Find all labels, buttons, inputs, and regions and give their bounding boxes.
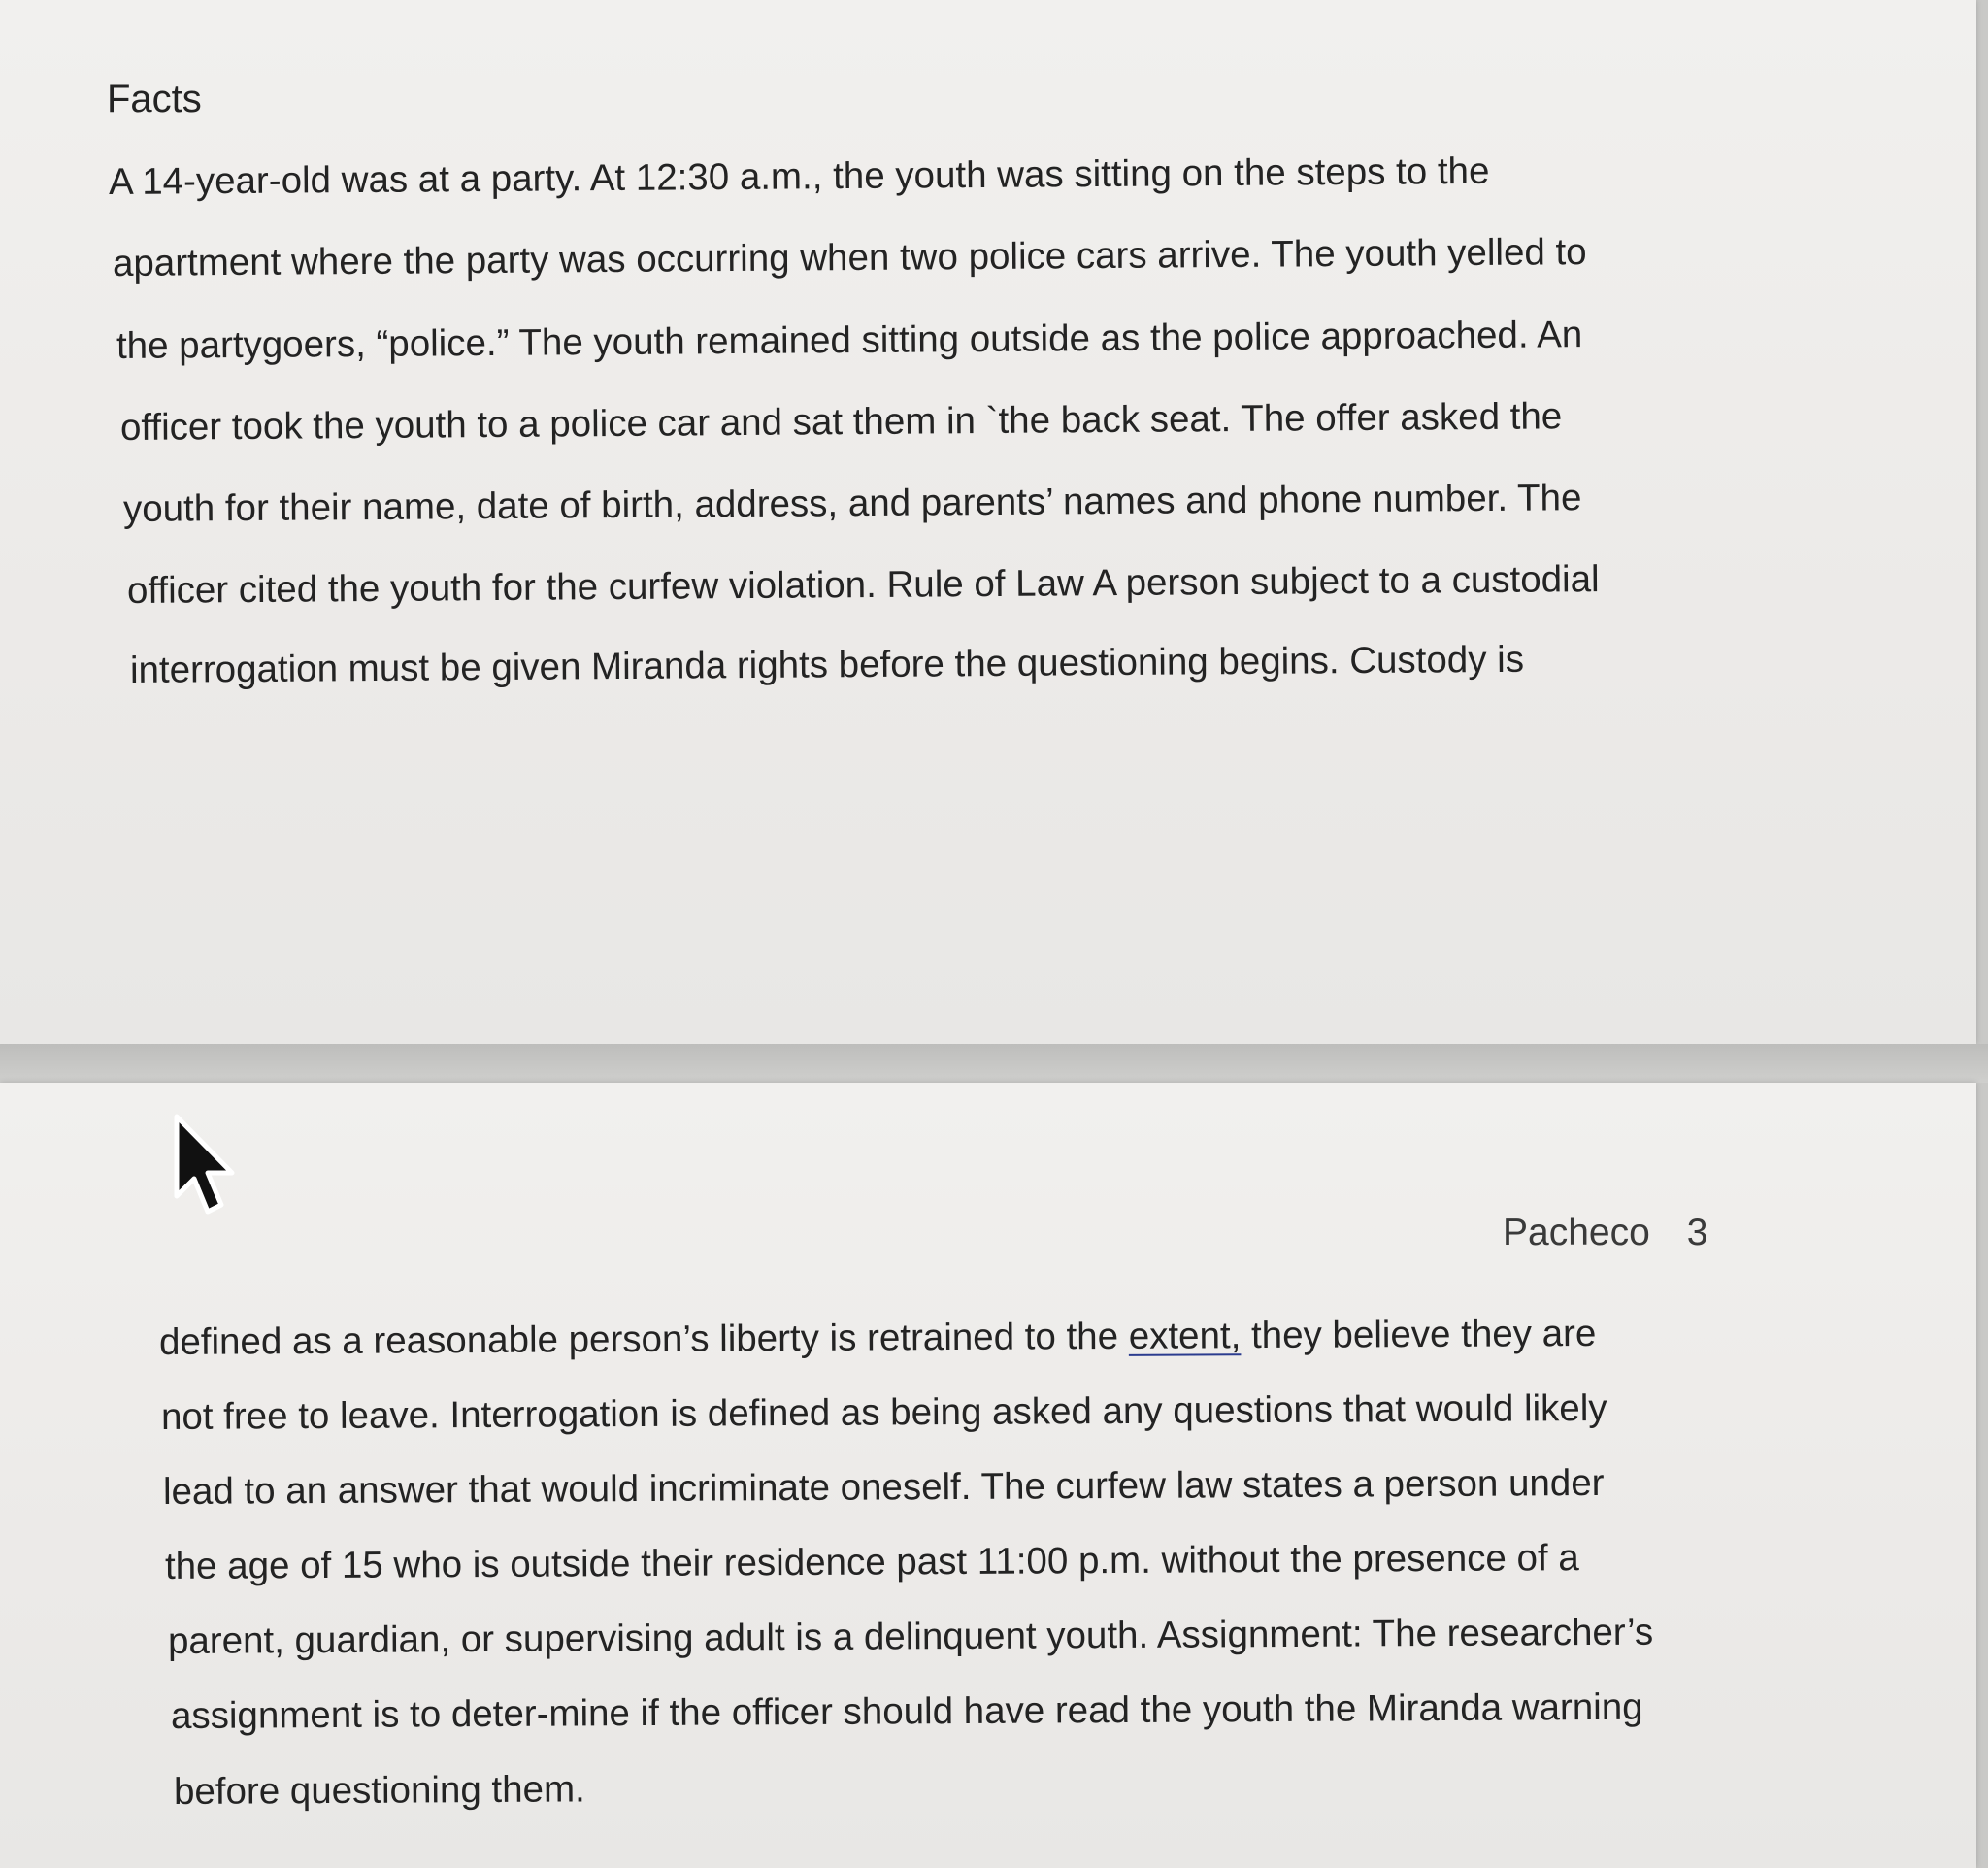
- paragraph-line: before questioning them.: [173, 1768, 585, 1813]
- paragraph-line: not free to leave. Interrogation is defined as being asked any questions that would likely: [160, 1386, 1607, 1438]
- header-page-number: 3: [1686, 1212, 1708, 1253]
- paragraph-line: assignment is to deter-mine if the officer should have read the youth the Miranda warning: [170, 1685, 1643, 1737]
- paragraph-line: [159, 1311, 1597, 1366]
- page-header: [1503, 1210, 1707, 1256]
- line-text: they believe they are: [1241, 1312, 1597, 1357]
- paragraph-line: youth for their name, date of birth, address, and parents’ names and phone number. The: [122, 477, 1582, 530]
- paragraph-line: parent, guardian, or supervising adult is a delinquent youth. Assignment: The researcher’s: [167, 1611, 1654, 1662]
- paragraph-line: officer cited the youth for the curfew violation. Rule of Law A person subject to a custodial: [126, 558, 1600, 612]
- flagged-word[interactable]: extent,: [1128, 1315, 1242, 1357]
- section-heading: Facts: [107, 78, 202, 120]
- paragraph-line: the partygoers, “police.” The youth remained sitting outside as the police approached. An: [116, 314, 1583, 367]
- line-text: defined as a reasonable person’s liberty is retrained to the: [158, 1315, 1129, 1363]
- paragraph-line: the age of 15 who is outside their residence past 11:00 p.m. without the presence of a: [164, 1537, 1579, 1587]
- paragraph-line: officer took the youth to a police car and sat them in `the back seat. The offer asked the: [119, 395, 1563, 449]
- paragraph-line: apartment where the party was occurring when two police cars arrive. The youth yelled to: [112, 231, 1587, 284]
- header-author-name: Pacheco: [1503, 1212, 1650, 1253]
- paragraph-line: A 14-year-old was at a party. At 12:30 a.m., the youth was sitting on the steps to the: [108, 150, 1490, 203]
- page-break-gap: [0, 1044, 1988, 1083]
- paragraph-line: lead to an answer that would incriminate oneself. The curfew law states a person under: [162, 1461, 1605, 1513]
- paragraph-line: interrogation must be given Miranda rights before the questioning begins. Custody is: [129, 638, 1525, 691]
- mouse-pointer-icon: [171, 1113, 239, 1224]
